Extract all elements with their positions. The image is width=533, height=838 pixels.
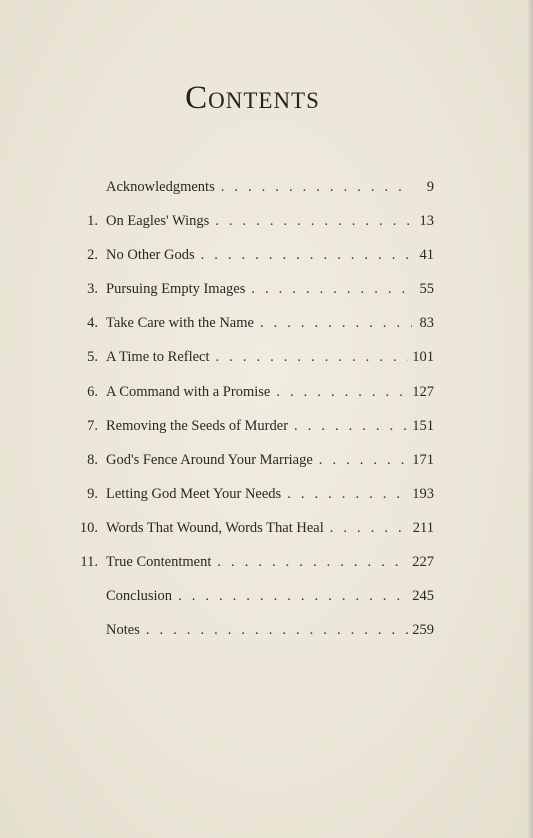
page-number: 9 (426, 179, 434, 195)
dot-leader (319, 449, 408, 471)
chapter-number: 4. (87, 315, 98, 332)
dot-leader (221, 176, 412, 198)
chapter-title: Conclusion (106, 588, 173, 605)
page-number: 227 (412, 554, 434, 571)
chapter-number: 10. (79, 519, 98, 536)
toc-entry (70, 483, 434, 517)
page-number: 193 (412, 485, 434, 502)
chapter-title: Removing the Seeds of Murder (106, 417, 289, 434)
chapter-title: A Command with a Promise (106, 383, 271, 400)
chapter-number: 1. (87, 213, 98, 230)
toc-entry (70, 312, 434, 346)
toc-entry (70, 415, 434, 449)
dot-leader (217, 551, 408, 573)
dot-leader (178, 585, 408, 607)
toc-entry (70, 176, 434, 210)
page-edge-shadow (527, 0, 533, 838)
page-number: 171 (412, 451, 434, 468)
chapter-title: Acknowledgments (106, 179, 215, 195)
chapter-number: 3. (87, 281, 98, 298)
chapter-title: Words That Wound, Words That Heal (106, 519, 324, 536)
table-of-contents (70, 176, 434, 653)
toc-entry (70, 381, 434, 415)
toc-entry (70, 585, 434, 619)
chapter-title: Letting God Meet Your Needs (106, 485, 282, 502)
dot-leader (146, 619, 408, 641)
chapter-title: A Time to Reflect (106, 349, 210, 366)
chapter-title: No Other Gods (106, 247, 195, 264)
page-number: 259 (412, 622, 434, 639)
page-number: 211 (412, 519, 434, 536)
chapter-number: 7. (87, 417, 98, 434)
dot-leader (260, 312, 412, 334)
page-number: 41 (419, 247, 434, 264)
chapter-title: Notes (106, 622, 140, 639)
page-title: Contents (185, 80, 320, 116)
page-number: 151 (412, 417, 434, 434)
chapter-title: Pursuing Empty Images (106, 281, 246, 298)
dot-leader (251, 278, 412, 300)
toc-entry (70, 346, 434, 380)
dot-leader (276, 381, 408, 403)
toc-entry (70, 210, 434, 244)
chapter-title: Take Care with the Name (106, 315, 254, 332)
chapter-title: On Eagles' Wings (106, 213, 210, 230)
toc-entry (70, 517, 434, 551)
page-number: 127 (412, 383, 434, 400)
dot-leader (216, 346, 409, 368)
dot-leader (215, 210, 412, 232)
chapter-number: 8. (87, 451, 98, 468)
toc-entry (70, 551, 434, 585)
chapter-number: 11. (80, 554, 98, 571)
page-number: 245 (412, 588, 434, 605)
chapter-title: God's Fence Around Your Marriage (106, 451, 313, 468)
chapter-number: 5. (87, 349, 98, 366)
chapter-title: True Contentment (106, 554, 212, 571)
toc-entry (70, 619, 434, 653)
page-number: 55 (419, 281, 434, 298)
page-number: 13 (419, 213, 434, 230)
chapter-number: 2. (87, 247, 98, 264)
page-number: 101 (412, 349, 434, 366)
toc-entry (70, 278, 434, 312)
page-number: 83 (419, 315, 434, 332)
dot-leader (294, 415, 408, 437)
chapter-number: 6. (87, 383, 98, 400)
chapter-number: 9. (87, 485, 98, 502)
toc-entry (70, 244, 434, 278)
dot-leader (287, 483, 408, 505)
toc-entry (70, 449, 434, 483)
dot-leader (201, 244, 412, 266)
dot-leader (330, 517, 409, 539)
